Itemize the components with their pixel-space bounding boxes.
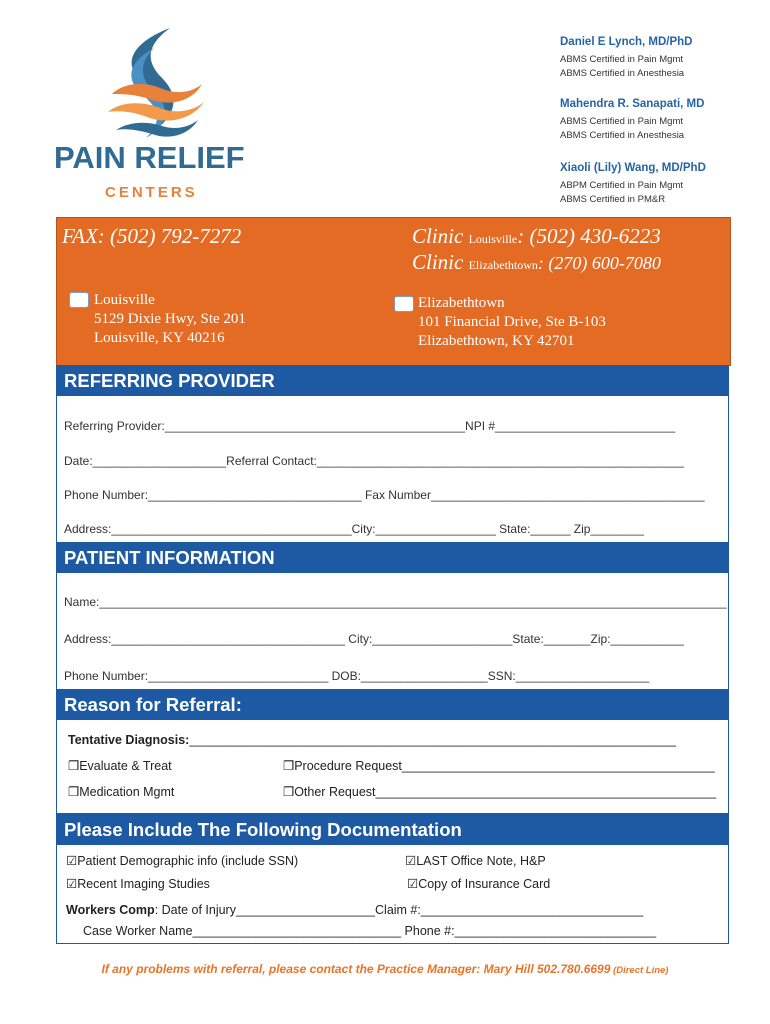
patient-name-field[interactable]: Name:______________________________________________________________________________________________ (64, 595, 727, 609)
section-reason-header: Reason for Referral: (56, 689, 729, 720)
tentative-diagnosis-field[interactable] (68, 733, 676, 747)
doctor-name: Daniel E Lynch, MD/PhD (560, 36, 693, 48)
other-request-option[interactable]: ❒Other Request_________________________________________________ (283, 785, 717, 799)
checkbox-louisville[interactable] (69, 292, 89, 308)
location-address-line: Elizabethtown, KY 42701 (418, 333, 575, 349)
clinic-label: Clinic (412, 250, 464, 274)
imaging-studies-check[interactable]: ☑Recent Imaging Studies (66, 877, 210, 891)
doctor-cert: ABMS Certified in Anesthesia (560, 68, 685, 79)
clinic-phone: : (270) 600-7080 (537, 253, 661, 273)
doctor-cert: ABMS Certified in Pain Mgmt (560, 116, 684, 127)
footer-direct-line: (Direct Line) (610, 965, 669, 976)
address-field[interactable]: Address:____________________________________City:__________________ State:______ Zip________ (64, 522, 644, 536)
section-documentation-header: Please Include The Following Documentation (56, 814, 729, 845)
evaluate-treat-option[interactable]: ❒Evaluate & Treat (68, 759, 172, 773)
referring-provider-field[interactable]: Referring Provider:_____________________________________________NPI #___________________________ (64, 419, 676, 433)
doctor-cert: ABMS Certified in Anesthesia (560, 130, 685, 141)
workers-comp-line: : Date of Injury____________________Claim #:________________________________ (154, 903, 644, 917)
section-patient-header: PATIENT INFORMATION (56, 542, 729, 573)
footer-note (40, 962, 730, 976)
location-elizabethtown (418, 294, 606, 351)
clinic-phone-elizabethtown (412, 250, 661, 275)
checkbox-elizabethtown[interactable] (394, 296, 414, 312)
location-address-line: 5129 Dixie Hwy, Ste 201 (94, 311, 246, 327)
location-name: Elizabethtown (418, 295, 505, 311)
fax-number: FAX: (502) 792-7272 (62, 224, 242, 248)
brand-name: PAIN RELIEF (54, 140, 245, 175)
doctor-cert: ABMS Certified in PM&R (560, 194, 666, 205)
clinic-phone-louisville (412, 224, 661, 249)
doctor-cert: ABPM Certified in Pain Mgmt (560, 180, 684, 191)
brand-subtitle: CENTERS (105, 184, 198, 201)
procedure-request-option[interactable]: ❒Procedure Request_____________________________________________ (283, 759, 715, 773)
medication-mgmt-option[interactable]: ❒Medication Mgmt (68, 785, 175, 799)
workers-comp-label: Workers Comp (66, 903, 155, 917)
demographic-info-check[interactable]: ☑Patient Demographic info (include SSN) (66, 854, 299, 868)
clinic-location: Elizabethtown (468, 258, 538, 272)
workers-comp-field[interactable] (66, 903, 643, 917)
clinic-phone: : (502) 430-6223 (517, 224, 661, 248)
diagnosis-label: Tentative Diagnosis: (68, 733, 190, 747)
phone-fax-field[interactable]: Phone Number:________________________________ Fax Number_________________________________________ (64, 488, 705, 502)
section-referring-header: REFERRING PROVIDER (56, 365, 729, 396)
clinic-location: Louisville (468, 232, 518, 246)
office-note-check[interactable]: ☑LAST Office Note, H&P (405, 854, 546, 868)
doctor-name: Xiaoli (Lily) Wang, MD/PhD (560, 162, 706, 174)
diagnosis-line: ______________________________________________________________________ (189, 733, 676, 747)
insurance-card-check[interactable]: ☑Copy of Insurance Card (407, 877, 551, 891)
location-address-line: Louisville, KY 40216 (94, 330, 225, 346)
doctor-name: Mahendra R. Sanapati, MD (560, 98, 705, 110)
date-referral-contact-field[interactable]: Date:____________________Referral Contact:_______________________________________________________ (64, 454, 684, 468)
case-worker-field[interactable]: Case Worker Name______________________________ Phone #:_____________________________ (83, 924, 657, 938)
location-name: Louisville (94, 292, 155, 308)
clinic-label: Clinic (412, 224, 464, 248)
footer-text: If any problems with referral, please contact the Practice Manager: Mary Hill 502.780.6699 (101, 962, 611, 976)
patient-phone-dob-ssn-field[interactable]: Phone Number:___________________________ DOB:___________________SSN:____________________ (64, 669, 650, 683)
patient-address-field[interactable]: Address:___________________________________ City:_____________________State:_______Zip:___________ (64, 632, 684, 646)
doctor-cert: ABMS Certified in Pain Mgmt (560, 54, 684, 65)
location-louisville (94, 291, 246, 348)
location-address-line: 101 Financial Drive, Ste B-103 (418, 314, 606, 330)
